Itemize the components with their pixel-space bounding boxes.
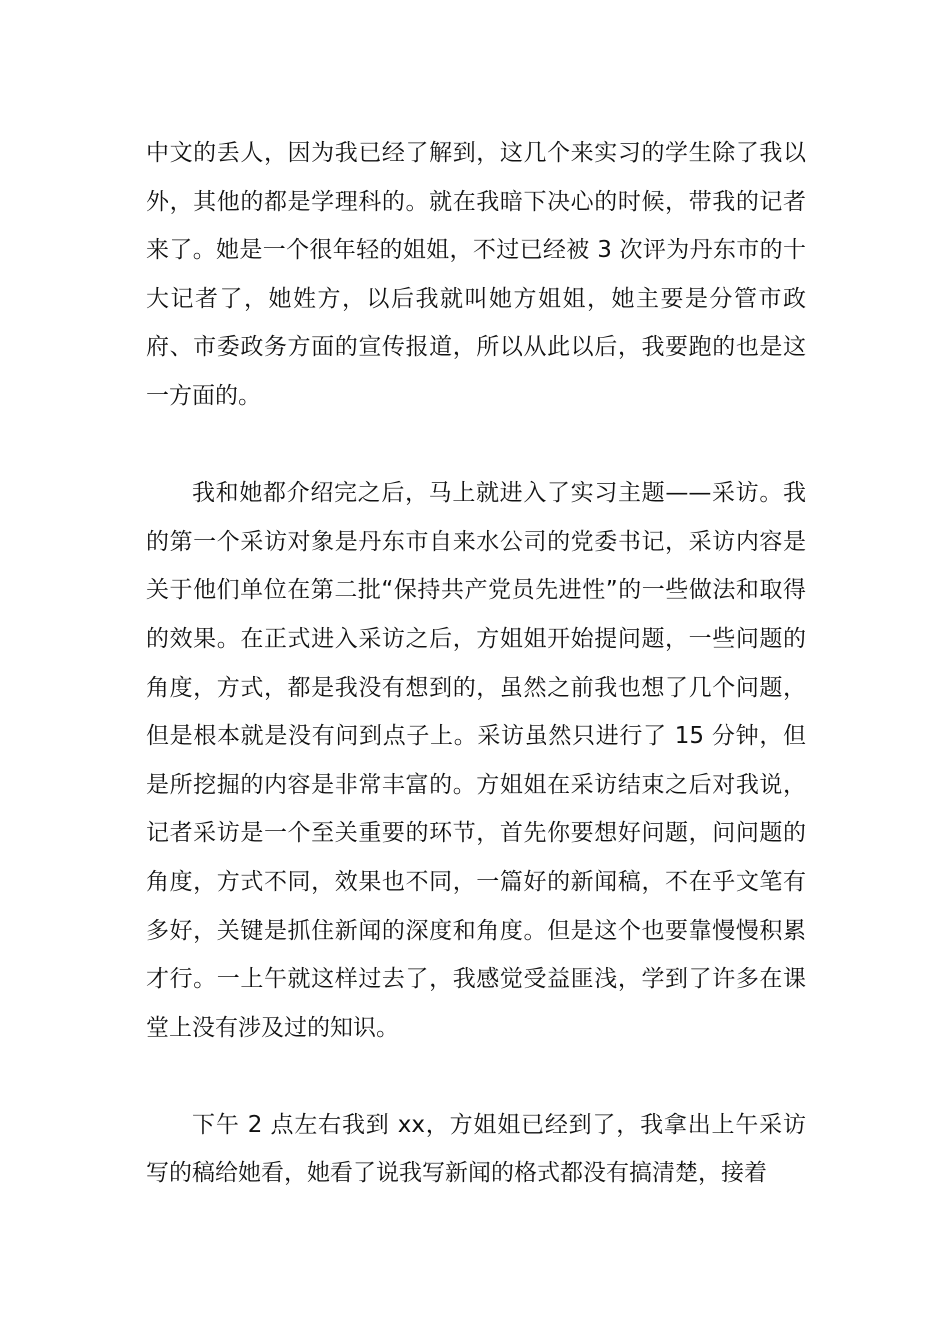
paragraph-gap [146,1052,806,1101]
paragraph-2: 我和她都介绍完之后，马上就进入了实习主题——采访。我的第一个采访对象是丹东市自来水公司的党委书记，采访内容是关于他们单位在第二批“保持共产党员先进性”的一些做法和取得的效果。在正式进入采访之后，方姐姐开始提问题，一些问题的角度，方式，都是我没有想到的，虽然之前我也想了几个问题，但是根本就是没有问到点子上。采访虽然只进行了 15 分钟，但是所挖掘的内容是非常丰富的。方姐姐在采访结束之后对我说，记者采访是一个至关重要的环节，首先你要想好问题，问问题的角度，方式不同，效果也不同，一篇好的新闻稿，不在乎文笔有多好，关键是抓住新闻的深度和角度。但是这个也要靠慢慢积累才行。一上午就这样过去了，我感觉受益匪浅，学到了许多在课堂上没有涉及过的知识。 [146,480,806,1041]
paragraph-1: 中文的丢人，因为我已经了解到，这几个来实习的学生除了我以外，其他的都是学理科的。就在我暗下决心的时候，带我的记者来了。她是一个很年轻的姐姐，不过已经被 3 次评为丹东市的十大记者了，她姓方，以后我就叫她方姐姐，她主要是分管市政府、市委政务方面的宣传报道，所以从此以后，我要跑的也是这一方面的。 [146,140,806,409]
document-body [146,129,806,1198]
paragraph-3: 下午 2 点左右我到 xx，方姐姐已经到了，我拿出上午采访写的稿给她看，她看了说我写新闻的格式都没有搞清楚，接着 [146,1111,806,1187]
paragraph-gap [146,421,806,470]
